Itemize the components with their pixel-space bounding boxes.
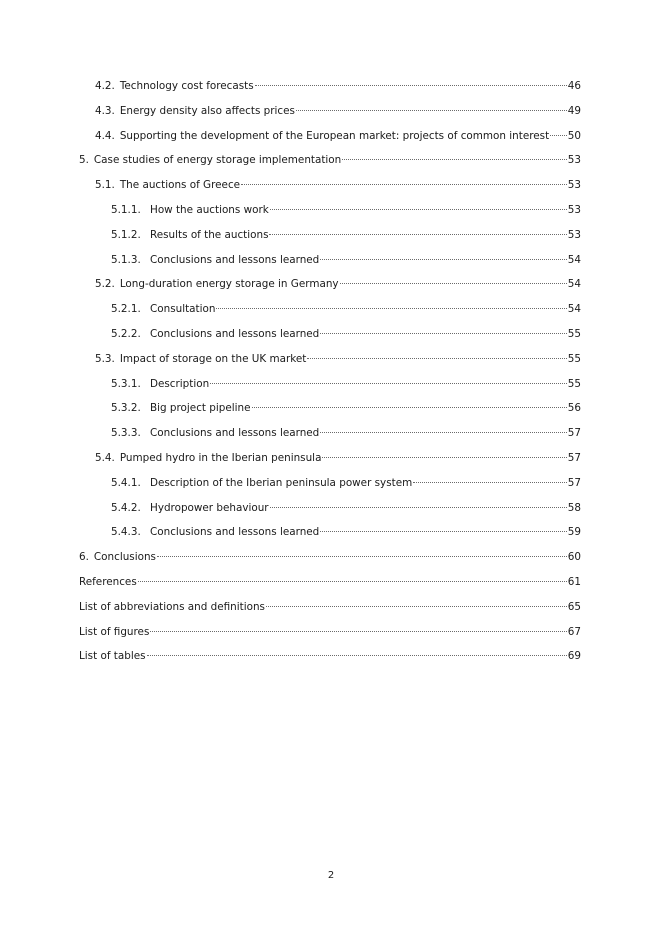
toc-entry-number: 6. [79, 551, 89, 564]
toc-entry-title: Conclusions and lessons learned [150, 253, 320, 266]
dot-leader [150, 631, 566, 632]
dot-leader [322, 457, 566, 458]
toc-entry-page: 58 [567, 501, 581, 514]
toc-entry-page: 53 [567, 228, 581, 241]
table-of-contents [79, 78, 581, 673]
toc-entry-page: 53 [567, 154, 581, 167]
toc-entry[interactable] [79, 475, 581, 500]
toc-entry-title: List of abbreviations and definitions [79, 600, 265, 613]
toc-entry-page: 46 [567, 80, 581, 92]
toc-entry-page: 55 [567, 377, 581, 390]
toc-entry[interactable] [79, 152, 581, 177]
toc-entry[interactable] [79, 103, 581, 128]
dot-leader [266, 606, 567, 607]
toc-entry-page: 50 [567, 129, 581, 142]
toc-entry-number: 5.3.1. [111, 377, 141, 390]
toc-entry-number: 5.1.1. [111, 203, 141, 216]
toc-entry[interactable] [79, 524, 581, 549]
toc-entry-number: 5.4.2. [111, 501, 141, 514]
toc-entry[interactable] [79, 252, 581, 277]
toc-entry-title: Big project pipeline [150, 402, 251, 415]
toc-entry-title: The auctions of Greece [119, 179, 241, 192]
toc-entry-number: 5.4. [95, 451, 115, 464]
dot-leader [307, 358, 566, 359]
toc-entry-title: Technology cost forecasts [119, 80, 254, 92]
dot-leader [270, 507, 567, 508]
toc-entry-title: Pumped hydro in the Iberian peninsula [119, 451, 322, 464]
toc-entry-page: 59 [567, 526, 581, 539]
toc-entry-page: 60 [567, 551, 581, 564]
toc-entry-number: 4.2. [95, 80, 115, 92]
toc-entry-page: 49 [567, 104, 581, 117]
toc-entry-title: Impact of storage on the UK market [119, 352, 307, 365]
toc-entry[interactable] [79, 400, 581, 425]
toc-entry-page: 55 [567, 327, 581, 340]
toc-entry[interactable] [79, 227, 581, 252]
dot-leader [340, 283, 567, 284]
toc-entry[interactable] [79, 450, 581, 475]
toc-entry-title: Supporting the development of the European market: projects of common interest [119, 129, 550, 142]
dot-leader [147, 655, 567, 656]
toc-entry-page: 54 [567, 253, 581, 266]
toc-entry[interactable] [79, 301, 581, 326]
toc-entry-page: 55 [567, 352, 581, 365]
toc-entry-title: Conclusions and lessons learned [150, 427, 320, 440]
toc-entry-number: 5.4.1. [111, 476, 141, 489]
dot-leader [550, 135, 567, 136]
page-number: 2 [327, 870, 335, 881]
toc-entry-title: Conclusions and lessons learned [150, 526, 320, 539]
toc-entry-page: 61 [567, 575, 581, 588]
dot-leader [210, 383, 567, 384]
toc-entry-page: 57 [567, 476, 581, 489]
dot-leader [216, 308, 566, 309]
toc-entry-number: 5.2. [95, 278, 115, 291]
toc-entry-number: 5.1.3. [111, 253, 141, 266]
toc-entry-page: 54 [567, 303, 581, 316]
toc-entry-number: 5.1. [95, 179, 115, 192]
toc-entry-title: References [79, 575, 137, 588]
dot-leader [320, 531, 566, 532]
toc-entry-title: Long-duration energy storage in Germany [119, 278, 339, 291]
toc-entry-page: 57 [567, 451, 581, 464]
dot-leader [342, 159, 567, 160]
toc-entry-page: 65 [567, 600, 581, 613]
toc-entry-page: 53 [567, 203, 581, 216]
toc-entry[interactable] [79, 574, 581, 599]
dot-leader [252, 407, 567, 408]
toc-entry-page: 67 [567, 625, 581, 638]
toc-entry-number: 5.2.2. [111, 327, 141, 340]
toc-entry[interactable] [79, 599, 581, 624]
dot-leader [296, 110, 567, 111]
dot-leader [320, 432, 566, 433]
toc-entry[interactable] [79, 425, 581, 450]
dot-leader [320, 333, 566, 334]
toc-entry[interactable] [79, 351, 581, 376]
toc-entry-title: How the auctions work [150, 203, 269, 216]
toc-entry[interactable] [79, 549, 581, 574]
toc-entry[interactable] [79, 276, 581, 301]
toc-entry-number: 5.1.2. [111, 228, 141, 241]
toc-entry-number: 5.3.3. [111, 427, 141, 440]
toc-entry[interactable] [79, 376, 581, 401]
dot-leader [320, 259, 566, 260]
toc-entry-title: Consultation [150, 303, 216, 316]
toc-entry[interactable] [79, 177, 581, 202]
toc-entry-page: 56 [567, 402, 581, 415]
toc-entry-number: 4.3. [95, 104, 115, 117]
toc-entry-title: Energy density also affects prices [119, 104, 295, 117]
toc-entry-title: Description [150, 377, 210, 390]
toc-entry-page: 69 [567, 650, 581, 663]
toc-entry-title: List of tables [79, 650, 146, 663]
dot-leader [241, 184, 567, 185]
dot-leader [270, 209, 567, 210]
dot-leader [413, 482, 567, 483]
toc-entry[interactable] [79, 500, 581, 525]
toc-entry-number: 5.3. [95, 352, 115, 365]
toc-entry-number: 4.4. [95, 129, 115, 142]
toc-entry-number: 5.2.1. [111, 303, 141, 316]
toc-entry-page: 57 [567, 427, 581, 440]
toc-entry-number: 5.4.3. [111, 526, 141, 539]
toc-entry-title: List of figures [79, 625, 150, 638]
toc-entry-page: 53 [567, 179, 581, 192]
toc-entry[interactable] [79, 128, 581, 153]
toc-entry-number: 5.3.2. [111, 402, 141, 415]
toc-entry-title: Hydropower behaviour [150, 501, 269, 514]
toc-entry-title: Results of the auctions [150, 228, 269, 241]
toc-entry[interactable] [79, 624, 581, 649]
toc-entry-title: Case studies of energy storage implementation [93, 154, 342, 167]
toc-entry-title: Description of the Iberian peninsula power system [150, 476, 413, 489]
toc-entry-title: Conclusions and lessons learned [150, 327, 320, 340]
toc-entry-number: 5. [79, 154, 89, 167]
toc-entry-title: Conclusions [93, 551, 156, 564]
dot-leader [157, 556, 567, 557]
toc-entry[interactable] [79, 202, 581, 227]
toc-entry[interactable] [79, 326, 581, 351]
dot-leader [269, 234, 566, 235]
dot-leader [255, 85, 567, 86]
dot-leader [138, 581, 567, 582]
toc-entry[interactable] [79, 648, 581, 673]
toc-entry[interactable] [79, 78, 581, 103]
toc-entry-page: 54 [567, 278, 581, 291]
